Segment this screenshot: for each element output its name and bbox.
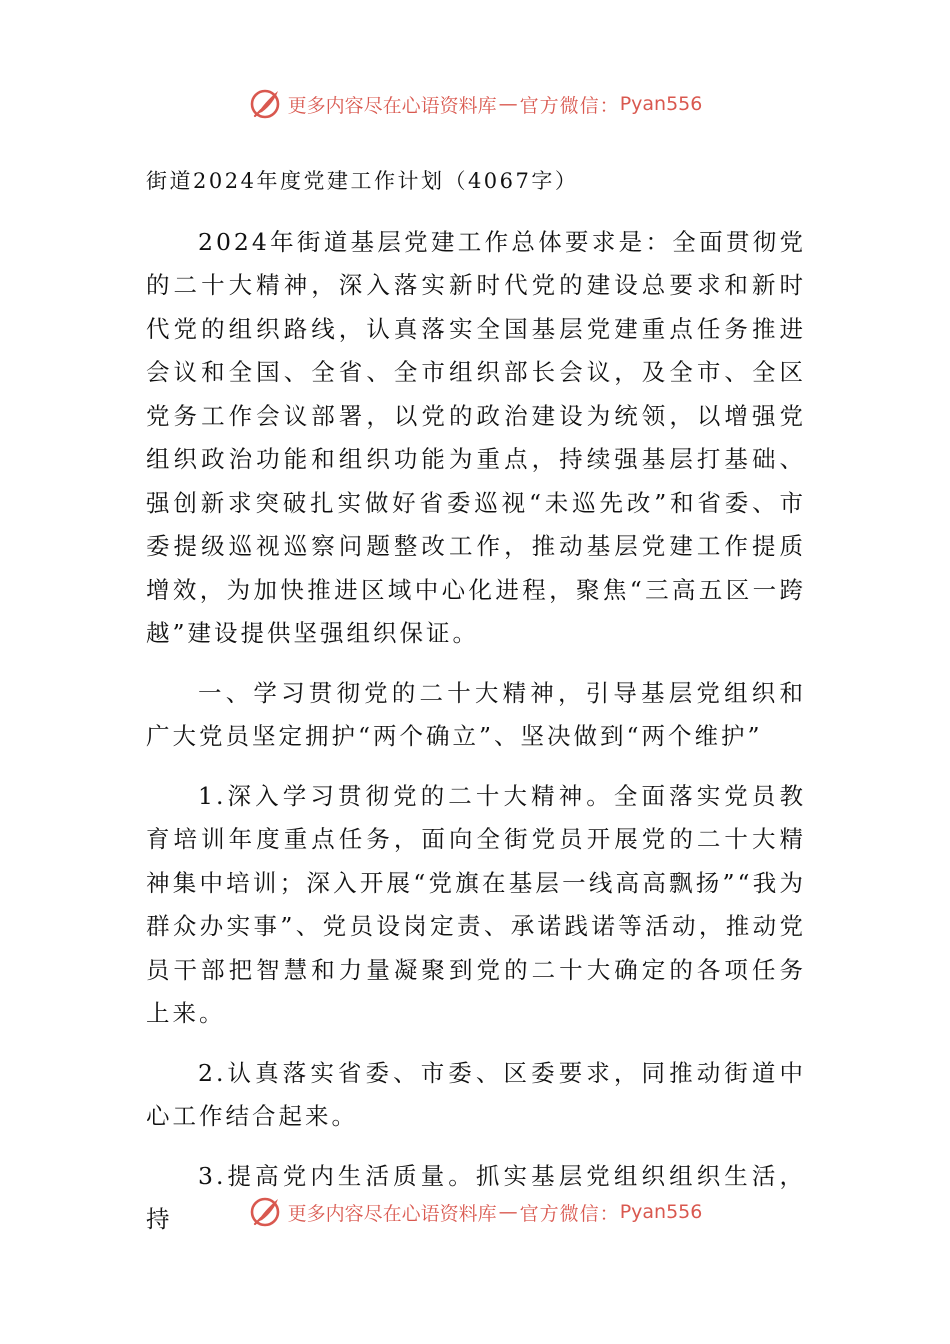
- document-body: [146, 160, 806, 1242]
- header-watermark: [0, 84, 950, 124]
- paragraph-item-3: 3.提高党内生活质量。抓实基层党组织组织生活，持: [146, 1161, 806, 1233]
- quill-circle-icon: [248, 87, 282, 121]
- footer-watermark: [0, 1192, 950, 1232]
- paragraph-item-2: 2.认真落实省委、市委、区委要求，同推动街道中心工作结合起来。: [146, 1058, 806, 1130]
- quill-circle-icon: [248, 1195, 282, 1229]
- paragraph-intro: 2024年街道基层党建工作总体要求是：全面贯彻党的二十大精神，深入落实新时代党的建设总要求和新时代党的组织路线，认真落实全国基层党建重点任务推进会议和全国、全省、全市组织部长会议，及全市、全区党务工作会议部署，以党的政治建设为统领，以增强党组织政治功能和组织功能为重点，持续强基层打基础、强创新求突破扎实做好省委巡视“未巡先改”和省委、市委提级巡视巡察问题整改工作，推动基层党建工作提质增效，为加快推进区域中心化进程，聚焦“三高五区一跨越”建设提供坚强组织保证。: [146, 227, 806, 647]
- document-title: 街道2024年度党建工作计划（4067字）: [146, 169, 579, 193]
- watermark-wechat-label: 官方微信：: [519, 1202, 620, 1225]
- paragraph-item-1: 1.深入学习贯彻党的二十大精神。全面落实党员教育培训年度重点任务，面向全街党员开展党的二十大精神集中培训；深入开展“党旗在基层一线高高飘扬”“我为群众办实事”、党员设岗定责、承诺践诺等活动，推动党员干部把智慧和力量凝聚到党的二十大确定的各项任务上来。: [146, 781, 806, 1027]
- watermark-wechat-id: Pyan556: [619, 1201, 703, 1223]
- watermark-site-name: 更多内容尽在心语资料库: [287, 1202, 497, 1225]
- watermark-wechat-id: Pyan556: [619, 93, 703, 115]
- paragraph-section-heading: 一、学习贯彻党的二十大精神，引导基层党组织和广大党员坚定拥护“两个确立”、坚决做到“两个维护”: [146, 678, 806, 750]
- watermark-dash: —: [498, 93, 518, 115]
- watermark-dash: —: [498, 1201, 518, 1223]
- watermark-wechat-label: 官方微信：: [519, 94, 620, 117]
- watermark-site-name: 更多内容尽在心语资料库: [287, 94, 497, 117]
